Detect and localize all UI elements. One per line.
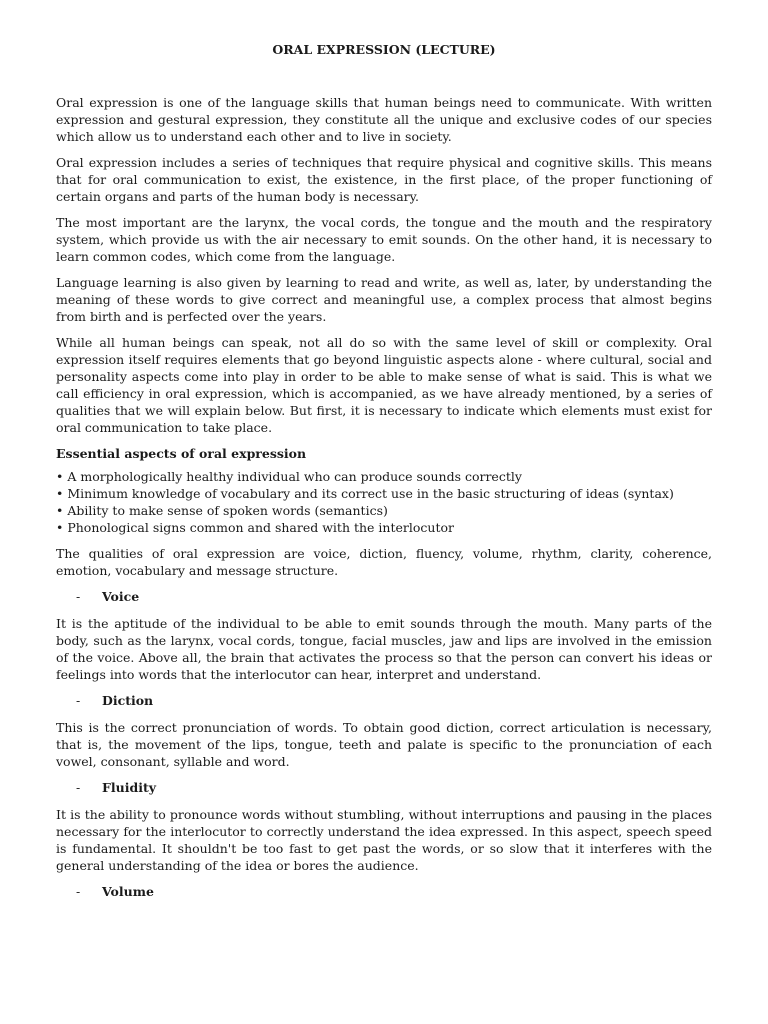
volume-heading [56,883,712,900]
dash-marker: - [76,589,81,604]
qualities-paragraph: The qualities of oral expression are voice, diction, fluency, volume, rhythm, clarity, coherence, emotion, vocabulary and message structure. [56,546,712,578]
section-label: Volume [102,884,154,899]
section-label: Voice [102,589,140,604]
document-page [56,42,712,910]
list-item: • Phonological signs common and shared with the interlocutor [56,520,454,535]
intro-paragraph: Oral expression is one of the language skills that human beings need to communicate. With written expression and gestural expression, they constitute all the unique and exclusive codes of our species which allow us to understand each other and to live in society. [56,95,712,144]
dash-marker: - [76,884,81,899]
essential-aspects-list [56,468,712,536]
essential-aspects-heading: Essential aspects of oral expression [56,446,307,461]
techniques-paragraph: Oral expression includes a series of techniques that require physical and cognitive skills. This means that for oral communication to exist, the existence, in the first place, of the proper functioning of certain organs and parts of the human body is necessary. [56,155,712,204]
voice-paragraph: It is the aptitude of the individual to be able to emit sounds through the mouth. Many parts of the body, such as the larynx, vocal cords, tongue, facial muscles, jaw and lips are involved in the emission of the voice. Above all, the brain that activates the process so that the person can convert his ideas or feelings into words that the interlocutor can hear, interpret and understand. [56,616,712,682]
organs-paragraph: The most important are the larynx, the vocal cords, the tongue and the mouth and the respiratory system, which provide us with the air necessary to emit sounds. On the other hand, it is necessary to learn common codes, which come from the language. [56,215,712,264]
fluidity-paragraph: It is the ability to pronounce words without stumbling, without interruptions and pausing in the places necessary for the interlocutor to correctly understand the idea expressed. In this aspect, speech speed is fundamental. It shouldn't be too fast to get past the words, or so slow that it interferes with the general understanding of the idea or bores the audience. [56,807,712,873]
diction-heading [56,692,712,709]
list-item: • A morphologically healthy individual who can produce sounds correctly [56,469,522,484]
efficiency-paragraph: While all human beings can speak, not all do so with the same level of skill or complexity. Oral expression itself requires elements that go beyond linguistic aspects alone - where cultural, social and personality aspects come into play in order to be able to make sense of what is said. This is what we call efficiency in oral expression, which is accompanied, as we have already mentioned, by a series of qualities that we will explain below. But first, it is necessary to indicate which elements must exist for oral communication to take place. [56,335,712,435]
dash-marker: - [76,780,81,795]
list-item: • Minimum knowledge of vocabulary and its correct use in the basic structuring of ideas (syntax) [56,486,674,501]
list-item: • Ability to make sense of spoken words (semantics) [56,503,388,518]
dash-marker: - [76,693,81,708]
voice-heading [56,588,712,605]
fluidity-heading [56,779,712,796]
section-label: Fluidity [102,780,156,795]
section-label: Diction [102,693,154,708]
diction-paragraph: This is the correct pronunciation of words. To obtain good diction, correct articulation is necessary, that is, the movement of the lips, tongue, teeth and palate is specific to the pronunciation of each vowel, consonant, syllable and word. [56,720,712,769]
document-title: ORAL EXPRESSION (LECTURE) [272,42,496,57]
language-learning-paragraph: Language learning is also given by learning to read and write, as well as, later, by understanding the meaning of these words to give correct and meaningful use, a complex process that almost begins from birth and is perfected over the years. [56,275,712,324]
